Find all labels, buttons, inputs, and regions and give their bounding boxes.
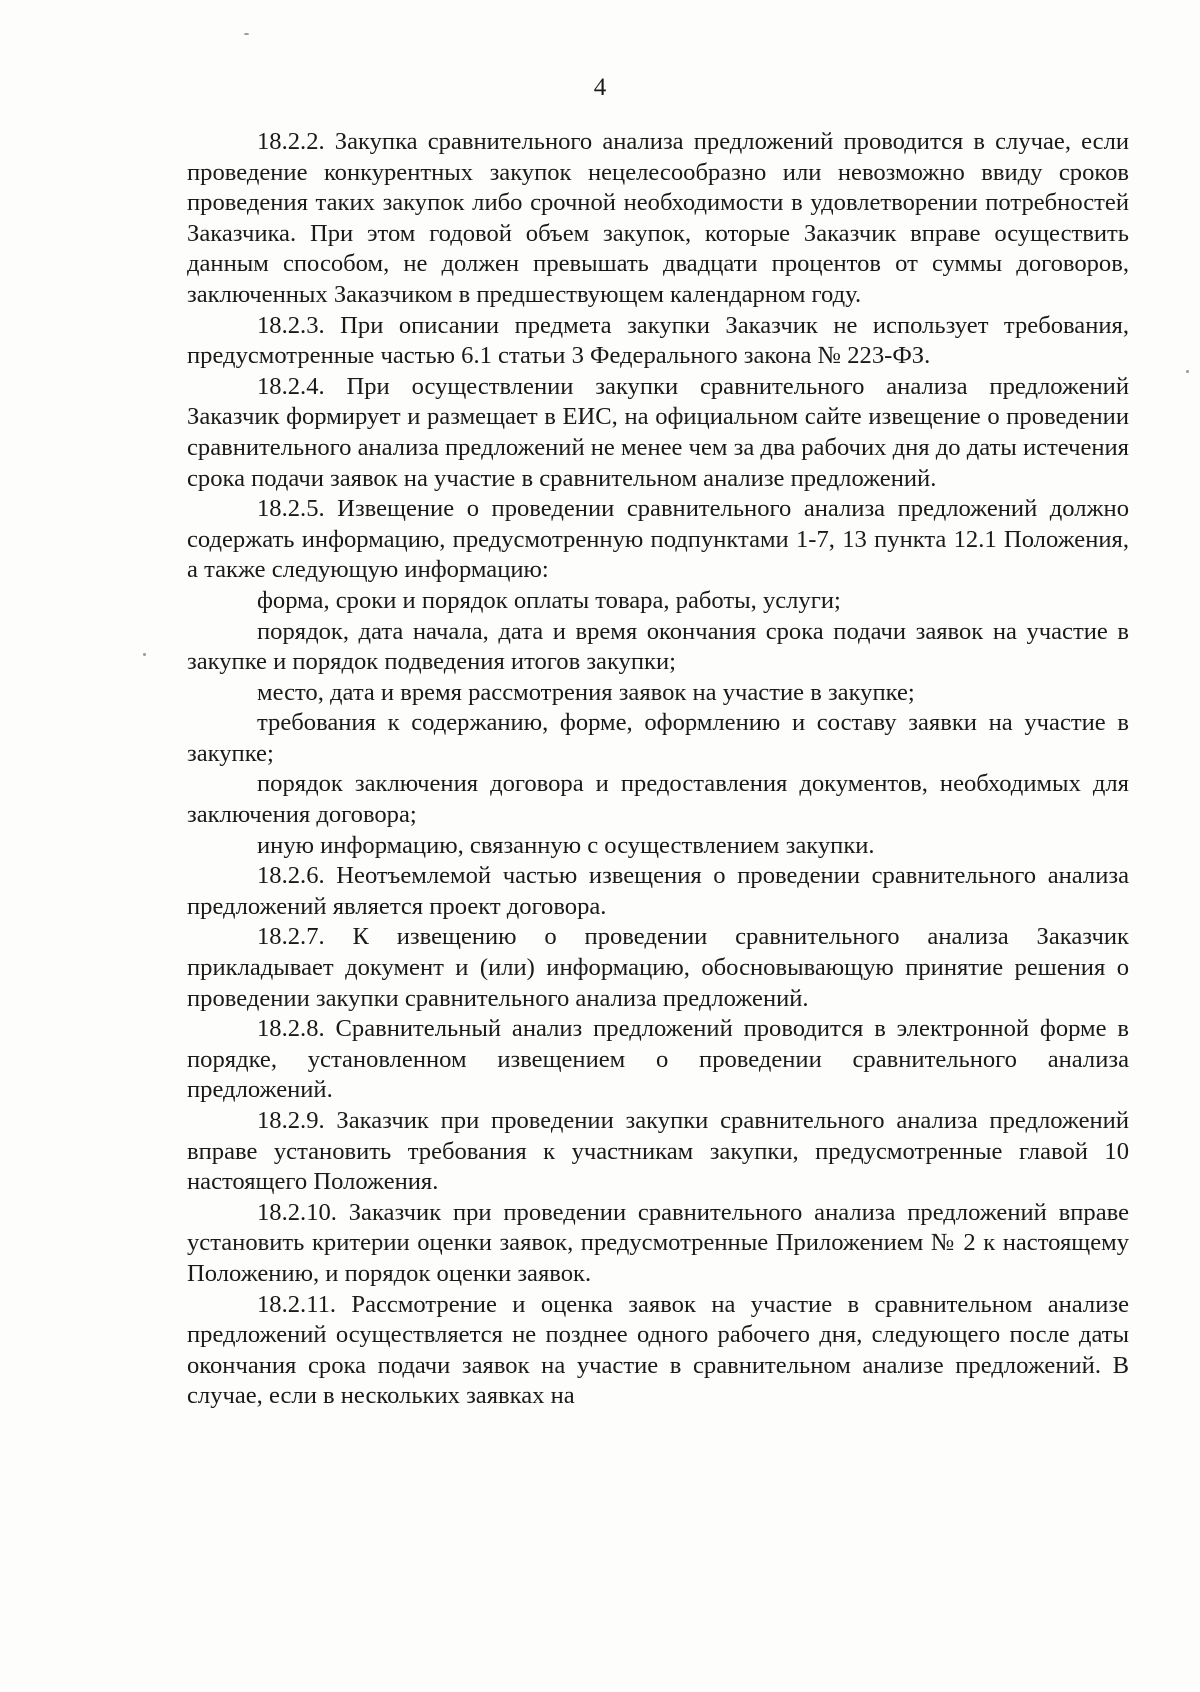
scan-artifact-top	[244, 33, 249, 35]
paragraph-18-2-11: 18.2.11. Рассмотрение и оценка заявок на участие в сравнительном анализе предложений осуществляется не позднее одного рабочего дня, следующего после даты окончания срока подачи заявок на участие в сравнительном анализе предложений. В случае, если в нескольких заявках на	[187, 1290, 1129, 1410]
paragraph-18-2-5: 18.2.5. Извещение о проведении сравнительного анализа предложений должно содержать информацию, предусмотренную подпунктами 1-7, 13 пункта 12.1 Положения, а также следующую информацию:	[187, 495, 1129, 584]
scan-artifact-left	[143, 653, 146, 656]
paragraph-18-2-9: 18.2.9. Заказчик при проведении закупки сравнительного анализа предложений вправе установить требования к участникам закупки, предусмотренные главой 10 настоящего Положения.	[187, 1107, 1129, 1196]
paragraph-18-2-8: 18.2.8. Сравнительный анализ предложений проводится в электронной форме в порядке, установленном извещением о проведении сравнительного анализа предложений.	[187, 1015, 1129, 1104]
list-item-application-dates: порядок, дата начала, дата и время окончания срока подачи заявок на участие в закупке и порядок подведения итогов закупки;	[187, 617, 1129, 676]
scan-artifact-right	[1186, 370, 1189, 373]
list-item-other-information: иную информацию, связанную с осуществлением закупки.	[257, 831, 875, 859]
paragraph-18-2-10: 18.2.10. Заказчик при проведении сравнительного анализа предложений вправе установить критерии оценки заявок, предусмотренные Приложением № 2 к настоящему Положению, и порядок оценки заявок.	[187, 1198, 1129, 1287]
list-item-application-requirements: требования к содержанию, форме, оформлению и составу заявки на участие в закупке;	[187, 709, 1129, 767]
list-item-review-place: место, дата и время рассмотрения заявок на участие в закупке;	[257, 678, 915, 706]
paragraph-18-2-6: 18.2.6. Неотъемлемой частью извещения о проведении сравнительного анализа предложений является проект договора.	[187, 862, 1129, 920]
paragraph-18-2-4: 18.2.4. При осуществлении закупки сравнительного анализа предложений Заказчик формирует и размещает в ЕИС, на официальном сайте извещение о проведении сравнительного анализа предложений не менее чем за два рабочих дня до даты истечения срока подачи заявок на участие в сравнительном анализе предложений.	[187, 372, 1129, 492]
paragraph-18-2-7: 18.2.7. К извещению о проведении сравнительного анализа Заказчик прикладывает документ и (или) информацию, обосновывающую принятие решения о проведении закупки сравнительного анализа предложений.	[187, 923, 1129, 1012]
document-body	[187, 127, 1129, 1412]
paragraph-18-2-3: 18.2.3. При описании предмета закупки Заказчик не использует требования, предусмотренные частью 6.1 статьи 3 Федерального закона № 223-ФЗ.	[187, 311, 1129, 370]
list-item-payment-terms: форма, сроки и порядок оплаты товара, работы, услуги;	[257, 586, 841, 614]
list-item-contract-procedure: порядок заключения договора и предоставления документов, необходимых для заключения договора;	[187, 770, 1129, 829]
page-number: 4	[593, 74, 607, 101]
paragraph-18-2-2: 18.2.2. Закупка сравнительного анализа предложений проводится в случае, если проведение конкурентных закупок нецелесообразно или невозможно ввиду сроков проведения таких закупок либо срочной необходимости в удовлетворении потребностей Заказчика. При этом годовой объем закупок, которые Заказчик вправе осуществить данным способом, не должен превышать двадцати процентов от суммы договоров, заключенных Заказчиком в предшествующем календарном году.	[187, 128, 1129, 308]
